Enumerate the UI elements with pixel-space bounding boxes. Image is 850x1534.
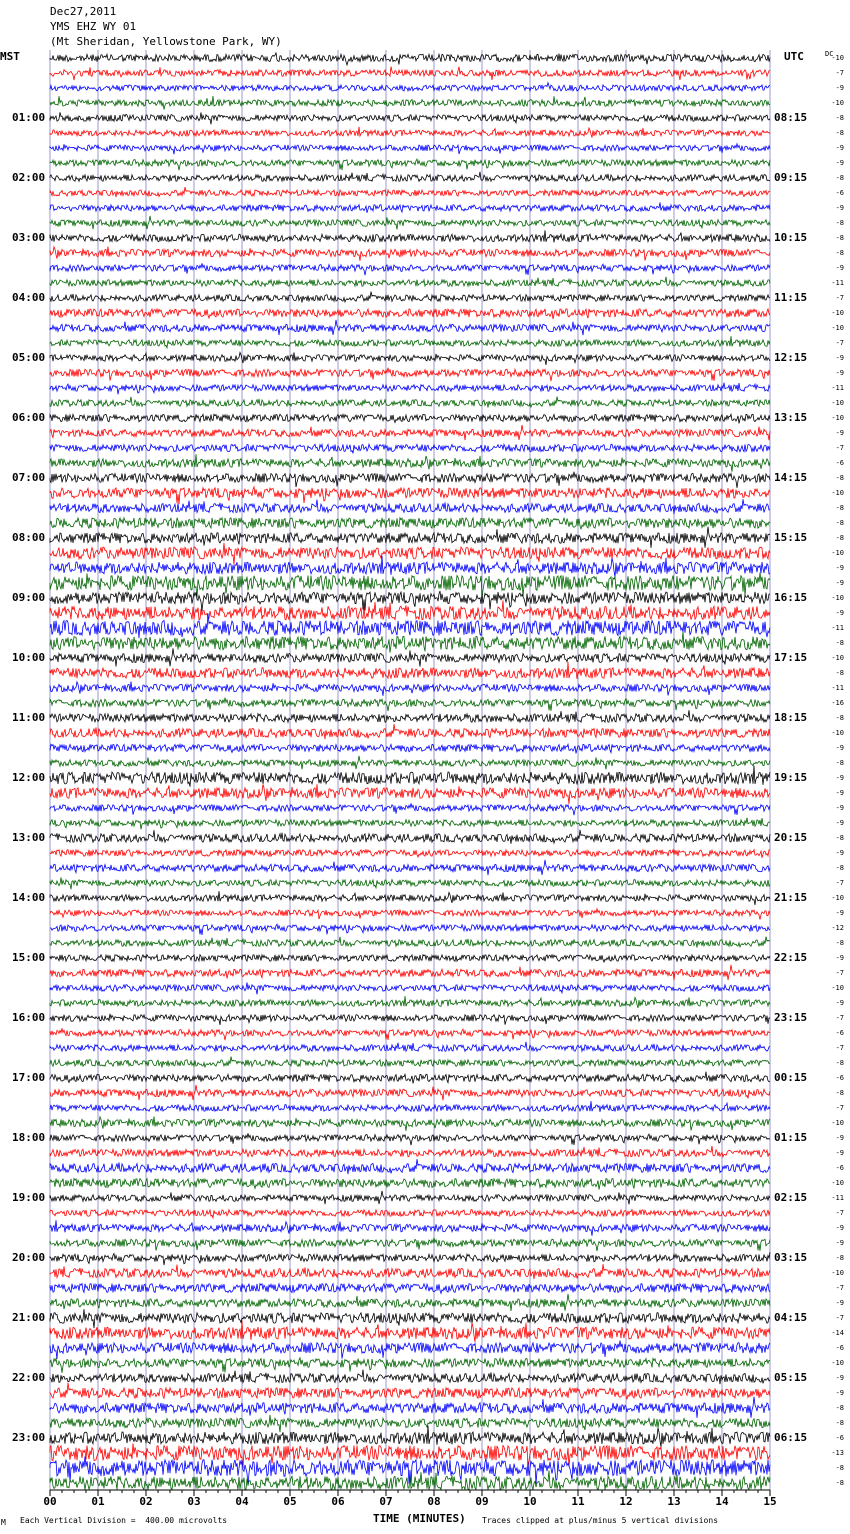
trace-row (50, 277, 770, 287)
dc-offset-value: -8 (835, 1089, 844, 1097)
trace-row (50, 784, 770, 804)
dc-offset-value: -8 (835, 1479, 844, 1487)
trace-row (50, 556, 770, 577)
dc-offset-value: -9 (835, 774, 844, 782)
dc-offset-value: -12 (831, 924, 844, 932)
trace-row (50, 472, 770, 488)
trace-row (50, 850, 770, 858)
trace-row (50, 1358, 770, 1373)
dc-offset-value: -9 (835, 1134, 844, 1142)
trace-row (50, 803, 770, 815)
dc-offset-value: -8 (835, 129, 844, 137)
trace-row (50, 744, 770, 753)
right-hour-label: 13:15 (774, 411, 808, 424)
dc-offset-value: -9 (835, 354, 844, 362)
trace-row (50, 368, 770, 381)
x-tick-label: 13 (667, 1495, 681, 1508)
dc-offset-value: -9 (835, 819, 844, 827)
trace-row (50, 383, 770, 395)
trace-row (50, 1179, 770, 1190)
dc-offset-value: -8 (835, 249, 844, 257)
dc-offset-value: -11 (831, 684, 844, 692)
dc-offset-value: -8 (835, 114, 844, 122)
trace-row (50, 172, 770, 182)
trace-row (50, 112, 770, 124)
left-hour-label: 08:00 (12, 531, 46, 544)
trace-row (50, 1443, 770, 1468)
right-hour-label: 23:15 (774, 1011, 808, 1024)
dc-offset-value: -8 (835, 864, 844, 872)
right-hour-label: 16:15 (774, 591, 808, 604)
right-hour-label: 15:15 (774, 531, 808, 544)
dc-offset-value: -8 (835, 1404, 844, 1412)
right-hour-label: 20:15 (774, 831, 808, 844)
trace-row (50, 1426, 770, 1447)
trace-row (50, 292, 770, 303)
trace-row (50, 909, 770, 920)
trace-row (50, 1370, 770, 1385)
trace-row (50, 543, 770, 565)
x-tick-label: 07 (379, 1495, 393, 1508)
left-hour-label: 12:00 (12, 771, 46, 784)
trace-row (50, 662, 770, 679)
dc-offset-header: DC (825, 50, 834, 58)
trace-row (50, 487, 770, 504)
trace-row (50, 454, 770, 471)
dc-offset-value: -6 (835, 1029, 844, 1037)
dc-offset-value: -11 (831, 384, 844, 392)
dc-offset-value: -10 (831, 309, 844, 317)
dc-offset-value: -9 (835, 564, 844, 572)
trace-row (50, 830, 770, 844)
left-hour-label: 11:00 (12, 711, 46, 724)
trace-row (50, 1101, 770, 1112)
dc-offset-value: -8 (835, 639, 844, 647)
dc-offset-value: -10 (831, 549, 844, 557)
right-hour-label: 14:15 (774, 471, 808, 484)
trace-row (50, 1321, 770, 1342)
dc-offset-value: -9 (835, 579, 844, 587)
left-hour-label: 01:00 (12, 111, 46, 124)
trace-row (50, 766, 770, 787)
x-tick-label: 06 (331, 1495, 345, 1508)
trace-row (50, 1085, 770, 1100)
dc-offset-value: -11 (831, 624, 844, 632)
trace-row (50, 1383, 770, 1400)
trace-row (50, 527, 770, 548)
left-hour-label: 10:00 (12, 651, 46, 664)
dc-offset-value: -8 (835, 519, 844, 527)
trace-row (50, 937, 770, 948)
right-hour-label: 17:15 (774, 651, 808, 664)
dc-offset-value: -9 (835, 849, 844, 857)
trace-row (50, 444, 770, 453)
trace-row (50, 1117, 770, 1131)
trace-row (50, 309, 770, 319)
dc-offset-value: -9 (835, 744, 844, 752)
trace-row (50, 336, 770, 348)
trace-row (50, 818, 770, 830)
trace-row (50, 1072, 770, 1084)
dc-offset-value: -8 (835, 1254, 844, 1262)
dc-offset-value: -9 (835, 369, 844, 377)
dc-offset-value: -8 (835, 474, 844, 482)
trace-row (50, 591, 770, 611)
trace-row (50, 202, 770, 212)
trace-row (50, 83, 770, 91)
dc-offset-value: -8 (835, 1464, 844, 1472)
dc-offset-value: -7 (835, 1209, 844, 1217)
x-tick-label: 00 (43, 1495, 57, 1508)
trace-row (50, 1057, 770, 1068)
x-tick-label: 03 (187, 1495, 201, 1508)
right-hour-label: 11:15 (774, 291, 808, 304)
x-tick-label: 09 (475, 1495, 489, 1508)
right-hour-label: 12:15 (774, 351, 808, 364)
trace-row (50, 1309, 770, 1328)
dc-offset-value: -9 (835, 999, 844, 1007)
dc-offset-value: -9 (835, 909, 844, 917)
dc-offset-value: -9 (835, 954, 844, 962)
trace-row (50, 425, 770, 440)
left-hour-label: 17:00 (12, 1071, 46, 1084)
dc-offset-value: -8 (835, 1059, 844, 1067)
trace-row (50, 600, 770, 619)
trace-row (50, 499, 770, 514)
dc-offset-value: -8 (835, 174, 844, 182)
trace-row (50, 1238, 770, 1251)
dc-offset-value: -8 (835, 939, 844, 947)
dc-offset-value: -6 (835, 1344, 844, 1352)
left-hour-label: 22:00 (12, 1371, 46, 1384)
trace-row (50, 891, 770, 905)
clip-note: Traces clipped at plus/minus 5 vertical divisions (482, 1516, 719, 1525)
trace-row (50, 724, 770, 739)
dc-offset-value: -9 (835, 144, 844, 152)
dc-offset-value: -10 (831, 1269, 844, 1277)
dc-offset-value: -7 (835, 1044, 844, 1052)
dc-offset-value: -6 (835, 1434, 844, 1442)
right-hour-label: 01:15 (774, 1131, 808, 1144)
dc-offset-value: -10 (831, 489, 844, 497)
dc-offset-value: -8 (835, 669, 844, 677)
dc-offset-value: -8 (835, 504, 844, 512)
trace-row (50, 1028, 770, 1040)
left-hour-label: 14:00 (12, 891, 46, 904)
dc-offset-value: -9 (835, 84, 844, 92)
trace-row (50, 756, 770, 769)
dc-offset-value: -9 (835, 429, 844, 437)
dc-offset-value: -9 (835, 159, 844, 167)
station-location: (Mt Sheridan, Yellowstone Park, WY) (50, 35, 282, 48)
x-tick-label: 15 (763, 1495, 777, 1508)
scale-note: Each Vertical Division = 400.00 microvolts (20, 1516, 228, 1525)
trace-row (50, 1014, 770, 1025)
dc-offset-value: -8 (835, 219, 844, 227)
trace-row (50, 352, 770, 365)
right-hour-label: 02:15 (774, 1191, 808, 1204)
x-tick-label: 10 (523, 1495, 537, 1508)
plot-date: Dec27,2011 (50, 5, 117, 18)
left-hour-label: 21:00 (12, 1311, 46, 1324)
trace-row (50, 159, 770, 170)
left-timezone-label: MST (0, 50, 20, 63)
trace-row (50, 982, 770, 994)
trace-row (50, 1146, 770, 1157)
dc-offset-value: -7 (835, 339, 844, 347)
x-tick-label: 01 (91, 1495, 105, 1508)
right-hour-label: 18:15 (774, 711, 808, 724)
dc-offset-value: -8 (835, 234, 844, 242)
dc-offset-value: -9 (835, 1239, 844, 1247)
trace-row (50, 1159, 770, 1174)
trace-row (50, 216, 770, 229)
trace-row (50, 414, 770, 423)
dc-offset-value: -7 (835, 294, 844, 302)
trace-row (50, 518, 770, 530)
dc-offset-value: -8 (835, 1419, 844, 1427)
trace-row (50, 96, 770, 109)
right-hour-label: 22:15 (774, 951, 808, 964)
dc-offset-value: -7 (835, 1284, 844, 1292)
left-hour-label: 13:00 (12, 831, 46, 844)
dc-offset-value: -10 (831, 1179, 844, 1187)
trace-row (50, 1220, 770, 1236)
trace-row (50, 263, 770, 275)
right-hour-label: 05:15 (774, 1371, 808, 1384)
dc-offset-value: -9 (835, 1149, 844, 1157)
trace-row (50, 397, 770, 408)
left-hour-label: 15:00 (12, 951, 46, 964)
right-hour-label: 04:15 (774, 1311, 808, 1324)
dc-offset-value: -10 (831, 594, 844, 602)
dc-offset-value: -10 (831, 414, 844, 422)
trace-row (50, 144, 770, 154)
dc-offset-value: -10 (831, 1119, 844, 1127)
trace-row (50, 1133, 770, 1145)
dc-offset-value: -7 (835, 1014, 844, 1022)
dc-offset-value: -7 (835, 1314, 844, 1322)
dc-offset-value: -9 (835, 789, 844, 797)
trace-row (50, 247, 770, 261)
dc-offset-value: -9 (835, 264, 844, 272)
trace-row (50, 1284, 770, 1294)
right-hour-label: 19:15 (774, 771, 808, 784)
dc-offset-value: -7 (835, 1104, 844, 1112)
trace-row (50, 682, 770, 696)
trace-row (50, 955, 770, 962)
dc-offset-value: -10 (831, 984, 844, 992)
trace-row (50, 1456, 770, 1486)
dc-offset-value: -8 (835, 759, 844, 767)
trace-row (50, 613, 770, 638)
dc-offset-value: -13 (831, 1449, 844, 1457)
dc-offset-value: -9 (835, 1374, 844, 1382)
dc-offset-value: -6 (835, 1164, 844, 1172)
trace-row (50, 1341, 770, 1359)
dc-offset-value: -8 (835, 834, 844, 842)
dc-offset-value: -6 (835, 189, 844, 197)
trace-row (50, 127, 770, 138)
trace-row (50, 877, 770, 889)
right-hour-label: 06:15 (774, 1431, 808, 1444)
dc-offset-value: -9 (835, 609, 844, 617)
seismic-traces (50, 53, 770, 1490)
dc-offset-value: -9 (835, 1224, 844, 1232)
x-axis-label: TIME (MINUTES) (373, 1512, 466, 1525)
x-tick-label: 14 (715, 1495, 729, 1508)
dc-offset-value: -10 (831, 654, 844, 662)
right-hour-label: 21:15 (774, 891, 808, 904)
trace-row (50, 996, 770, 1008)
left-hour-label: 09:00 (12, 591, 46, 604)
left-hour-label: 20:00 (12, 1251, 46, 1264)
dc-offset-value: -11 (831, 279, 844, 287)
left-hour-label: 23:00 (12, 1431, 46, 1444)
dc-offset-value: -16 (831, 699, 844, 707)
dc-offset-value: -8 (835, 534, 844, 542)
trace-row (50, 1191, 770, 1204)
right-timezone-label: UTC (784, 50, 804, 63)
right-hour-label: 03:15 (774, 1251, 808, 1264)
trace-row (50, 710, 770, 722)
trace-row (50, 1294, 770, 1311)
trace-row (50, 648, 770, 666)
dc-offset-value: -10 (831, 1359, 844, 1367)
dc-offset-value: -10 (831, 99, 844, 107)
dc-offset-value: -7 (835, 69, 844, 77)
right-hour-label: 10:15 (774, 231, 808, 244)
trace-row (50, 53, 770, 66)
dc-offset-value: -9 (835, 1299, 844, 1307)
left-hour-label: 19:00 (12, 1191, 46, 1204)
footer-mark: M (1, 1518, 6, 1527)
station-code: YMS EHZ WY 01 (50, 20, 137, 33)
dc-offset-value: -11 (831, 1194, 844, 1202)
trace-row (50, 320, 770, 335)
trace-row (50, 1415, 770, 1432)
trace-row (50, 187, 770, 197)
x-tick-label: 04 (235, 1495, 249, 1508)
dc-offset-value: -10 (831, 324, 844, 332)
dc-offset-value: -10 (831, 54, 844, 62)
dc-offset-value: -14 (831, 1329, 844, 1337)
trace-row (50, 965, 770, 980)
trace-row (50, 698, 770, 711)
left-hour-label: 07:00 (12, 471, 46, 484)
left-hour-label: 16:00 (12, 1011, 46, 1024)
dc-offset-value: -6 (835, 459, 844, 467)
dc-offset-value: -7 (835, 969, 844, 977)
left-hour-label: 05:00 (12, 351, 46, 364)
left-hour-label: 06:00 (12, 411, 46, 424)
dc-offset-value: -9 (835, 804, 844, 812)
trace-row (50, 924, 770, 935)
trace-row (50, 1397, 770, 1418)
dc-offset-value: -10 (831, 729, 844, 737)
trace-row (50, 1042, 770, 1052)
right-hour-label: 09:15 (774, 171, 808, 184)
trace-row (50, 230, 770, 242)
dc-offset-value: -9 (835, 204, 844, 212)
trace-row (50, 67, 770, 80)
dc-offset-value: -7 (835, 879, 844, 887)
dc-offset-value: -6 (835, 1074, 844, 1082)
right-hour-label: 00:15 (774, 1071, 808, 1084)
trace-row (50, 1252, 770, 1265)
x-tick-label: 11 (571, 1495, 585, 1508)
x-tick-label: 08 (427, 1495, 441, 1508)
dc-offset-value: -10 (831, 399, 844, 407)
x-tick-label: 12 (619, 1495, 633, 1508)
left-hour-label: 03:00 (12, 231, 46, 244)
left-hour-label: 02:00 (12, 171, 46, 184)
trace-row (50, 1210, 770, 1218)
x-tick-label: 02 (139, 1495, 153, 1508)
right-hour-label: 08:15 (774, 111, 808, 124)
time-axis (43, 1490, 776, 1508)
x-tick-label: 05 (283, 1495, 297, 1508)
left-hour-label: 04:00 (12, 291, 46, 304)
left-hour-label: 18:00 (12, 1131, 46, 1144)
trace-row (50, 1264, 770, 1279)
dc-offset-value: -9 (835, 1389, 844, 1397)
dc-offset-value: -7 (835, 444, 844, 452)
dc-offset-value: -8 (835, 714, 844, 722)
trace-row (50, 860, 770, 875)
dc-offset-value: -10 (831, 894, 844, 902)
